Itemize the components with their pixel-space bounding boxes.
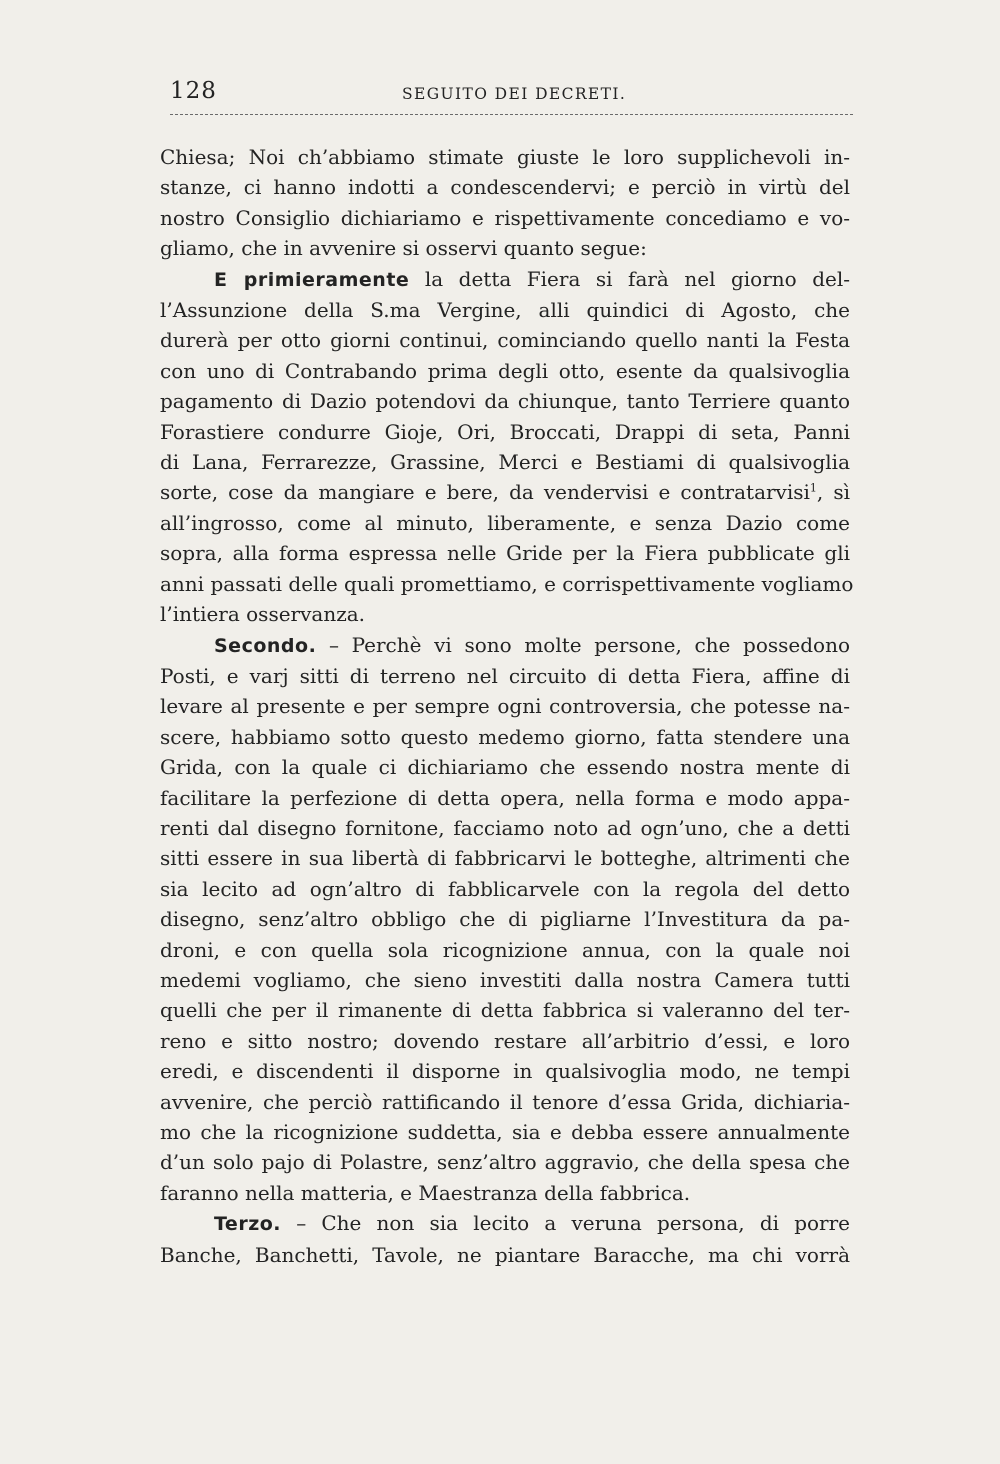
text-line: Grida, con la quale ci dichiariamo che essendo nostra mente di [160,755,850,780]
footnote-marker[interactable]: 1 [809,481,817,495]
text-line: l’intiera osservanza. [160,602,366,627]
paragraph-opening-line [160,1208,850,1239]
text-line: levare al presente e per sempre ogni controversia, che potesse na- [160,694,850,719]
paragraph-opening-line [160,264,850,295]
text-line: l’Assunzione della S.ma Vergine, alli quindici di Agosto, che [160,298,850,323]
page-number: 128 [170,78,217,104]
text-line: con uno di Contrabando prima degli otto, esente da qualsivoglia [160,358,850,383]
text-line: Forastiere condurre Gioje, Ori, Broccati, Drappi di seta, Panni [160,419,850,444]
text-line: eredi, e discendenti il disporne in qualsivoglia modo, ne tempi [160,1059,850,1084]
text-line: nostro Consiglio dichiariamo e rispettivamente concediamo e vo- [160,205,850,230]
text-line: reno e sitto nostro; dovendo restare all’arbitrio d’essi, e loro [160,1028,850,1053]
text-fragment: – Che non sia lecito a veruna persona, di porre [296,1211,850,1236]
text-line: quelli che per il rimanente di detta fabbrica si valeranno del ter- [160,998,850,1023]
text-fragment: la detta Fiera si farà nel giorno del- [424,266,850,291]
text-line: avvenire, che perciò rattificando il tenore d’essa Grida, dichiaria- [160,1089,850,1114]
text-line: facilitare la perfezione di detta opera, nella forma e modo appa- [160,785,850,810]
text-line: faranno nella matteria, e Maestranza della fabbrica. [160,1180,691,1205]
text-line: gliamo, che in avvenire si osservi quanto segue: [160,236,647,261]
body-text [160,142,854,1270]
text-line: Banche, Banchetti, Tavole, ne piantare Baracche, ma chi vorrà [160,1242,850,1267]
text-line: sitti essere in sua libertà di fabbricarvi le botteghe, altrimenti che [160,846,850,871]
text-line: anni passati delle quali promettiamo, e corrispettivamente vogliamo [160,571,854,596]
text-line: stanze, ci hanno indotti a condescendervi; e perciò in virtù del [160,175,850,200]
paragraph-opening-line [160,630,850,661]
text-line: disegno, senz’altro obbligo che di pigliarne l’Investitura da pa- [160,907,850,932]
text-fragment: , sì [816,480,851,505]
text-line: d’un solo pajo di Polastre, senz’altro aggravio, che della spesa che [160,1150,850,1175]
text-line: mo che la ricognizione suddetta, sia e debba essere annualmente [160,1120,850,1144]
header-rule [170,114,853,115]
running-title: SEGUITO DEI DECRETI. [402,85,627,103]
paragraph-lead-secondo: Secondo. [214,634,317,657]
paragraph-lead-terzo: Terzo. [214,1213,282,1236]
text-line: durerà per otto giorni continui, cominciando quello nanti la Festa [160,328,850,353]
paragraph-lead-primieramente: E primieramente [214,268,410,291]
text-line: Posti, e varj sitti di terreno nel circuito di detta Fiera, affine di [160,663,850,688]
text-line-with-footnote [160,477,850,507]
text-line: sopra, alla forma espressa nelle Gride per la Fiera pubblicate gli [160,541,850,566]
text-line: all’ingrosso, come al minuto, liberamente, e senza Dazio come [160,510,850,535]
text-line: renti dal disegno fornitone, facciamo noto ad ogn’uno, che a detti [160,815,850,840]
text-line: di Lana, Ferrarezze, Grassine, Merci e Bestiami di qualsivoglia [160,450,850,475]
text-line: sia lecito ad ogn’altro di fabblicarvele con la regola del detto [160,876,850,901]
text-fragment: – Perchè vi sono molte persone, che possedono [328,632,851,657]
text-line: Chiesa; Noi ch’abbiamo stimate giuste le loro supplichevoli in- [160,145,850,169]
text-line: droni, e con quella sola ricognizione annua, con la quale noi [160,937,850,962]
text-fragment: sorte, cose da mangiare e bere, da vendervisi e contratarvisi [160,480,810,505]
text-line: pagamento di Dazio potendovi da chiunque, tanto Terriere quanto [160,389,850,414]
text-line: scere, habbiamo sotto questo medemo giorno, fatta stendere una [160,724,850,749]
text-line: medemi vogliamo, che sieno investiti dalla nostra Camera tutti [160,967,850,992]
